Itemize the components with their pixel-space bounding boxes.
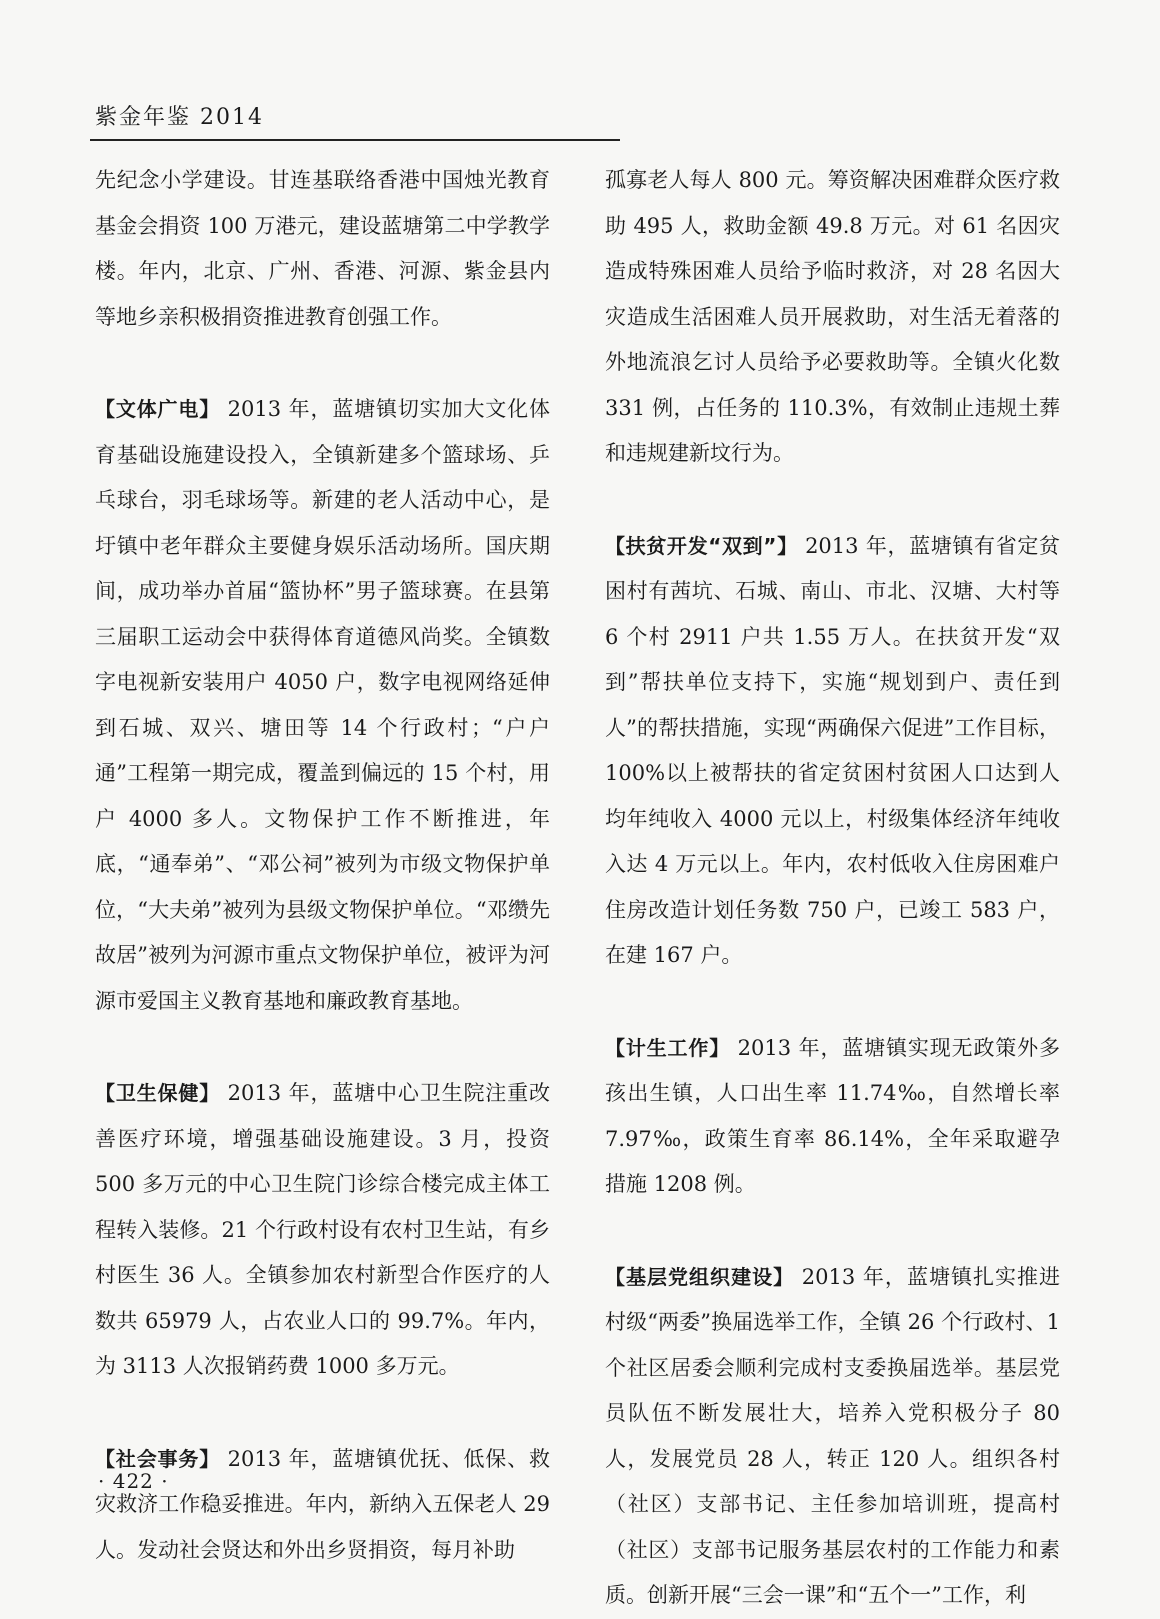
section-body: 2013 年，蓝塘镇扎实推进村级“两委”换届选举工作，全镇 26 个行政村、1 个社区居委会顺利完成村支委换届选举。基层党员队伍不断发展壮大，培养入党积极分子 80 人，发展党员 28 人，转正 120 人。组织各村（社区）支部书记、主任参加培训班，提高村（社区）支部书记服务基层农村的工作能力和素质。创新开展“三会一课”和“五个一”工作，利 [605,1264,1061,1607]
section-body: 2013 年，蓝塘镇切实加大文化体育基础设施建设投入，全镇新建多个篮球场、乒乓球台，羽毛球场等。新建的老人活动中心，是圩镇中老年群众主要健身娱乐活动场所。国庆期间，成功举办首届“篮协杯”男子篮球赛。在县第三届职工运动会中获得体育道德风尚奖。全镇数字电视新安装用户 4050 户，数字电视网络延伸到石城、双兴、塘田等 14 个行政村；“户户通”工程第一期完成，覆盖到偏远的 15 个村，用户 4000 多人。文物保护工作不断推进，年底，“通奉弟”、“邓公祠”被列为市级文物保护单位，“大夫弟”被列为县级文物保护单位。“邓缵先故居”被列为河源市重点文物保护单位，被评为河源市爱国主义教育基地和廉政教育基地。 [95,397,551,1013]
section-party-building [605,1255,1060,1619]
section-title: 【文体广电】 [95,397,221,421]
continued-paragraph: 孤寡老人每人 800 元。筹资解决困难群众医疗救助 495 人，救助金额 49.8 万元。对 61 名因灾造成特殊困难人员给予临时救济，对 28 名因大灾造成生活困难人员开展救助，对生活无着落的外地流浪乞讨人员给予必要救助等。全镇火化数 331 例，占任务的 110.3%，有效制止违规土葬和违规建新坟行为。 [605,168,1060,465]
left-column [95,158,550,1573]
section-body: 2013 年，蓝塘镇有省定贫困村有茜坑、石城、南山、市北、汉塘、大村等 6 个村 2911 户共 1.55 万人。在扶贫开发“双到”帮扶单位支持下，实施“规划到户、责任到人”的帮扶措施，实现“两确保六促进”工作目标，100%以上被帮扶的省定贫困村贫困人口达到人均年纯收入 4000 元以上，村级集体经济年纯收入达 4 万元以上。年内，农村低收入住房困难户住房改造计划任务数 750 户，已竣工 583 户，在建 167 户。 [605,533,1060,967]
continued-paragraph: 先纪念小学建设。甘连基联络香港中国烛光教育基金会捐资 100 万港元，建设蓝塘第二中学教学楼。年内，北京、广州、香港、河源、紫金县内等地乡亲积极捐资推进教育创强工作。 [95,168,550,329]
right-column [605,158,1060,1619]
header-rule [90,139,620,141]
section-body: 2013 年，蓝塘中心卫生院注重改善医疗环境，增强基础设施建设。3 月，投资 500 多万元的中心卫生院门诊综合楼完成主体工程转入装修。21 个行政村设有农村卫生站，有乡村医生 36 人。全镇参加农村新型合作医疗的人数共 65979 人，占农业人口的 99.7%。年内，为 3113 人次报销药费 1000 多万元。 [95,1081,551,1378]
section-social-affairs [95,1437,550,1574]
section-family-planning [605,1026,1060,1208]
section-body: 2013 年，蓝塘镇实现无政策外多孩出生镇，人口出生率 11.74‰，自然增长率 7.97‰，政策生育率 86.14%，全年采取避孕措施 1208 例。 [605,1035,1061,1196]
section-title: 【计生工作】 [605,1035,731,1060]
running-header: 紫金年鉴 2014 [95,105,264,130]
section-title: 【卫生保健】 [95,1081,221,1105]
section-health [95,1071,550,1390]
page-number: · 422 · [98,1469,169,1493]
section-title: 【扶贫开发“双到”】 [605,533,798,558]
section-title: 【社会事务】 [95,1446,221,1471]
section-title: 【基层党组织建设】 [605,1264,795,1289]
section-culture-sports [95,387,550,1024]
section-poverty-alleviation [605,524,1060,979]
section-body: 2013 年，蓝塘镇优抚、低保、救灾救济工作稳妥推进。年内，新纳入五保老人 29 人。发动社会贤达和外出乡贤捐资，每月补助 [95,1446,551,1562]
